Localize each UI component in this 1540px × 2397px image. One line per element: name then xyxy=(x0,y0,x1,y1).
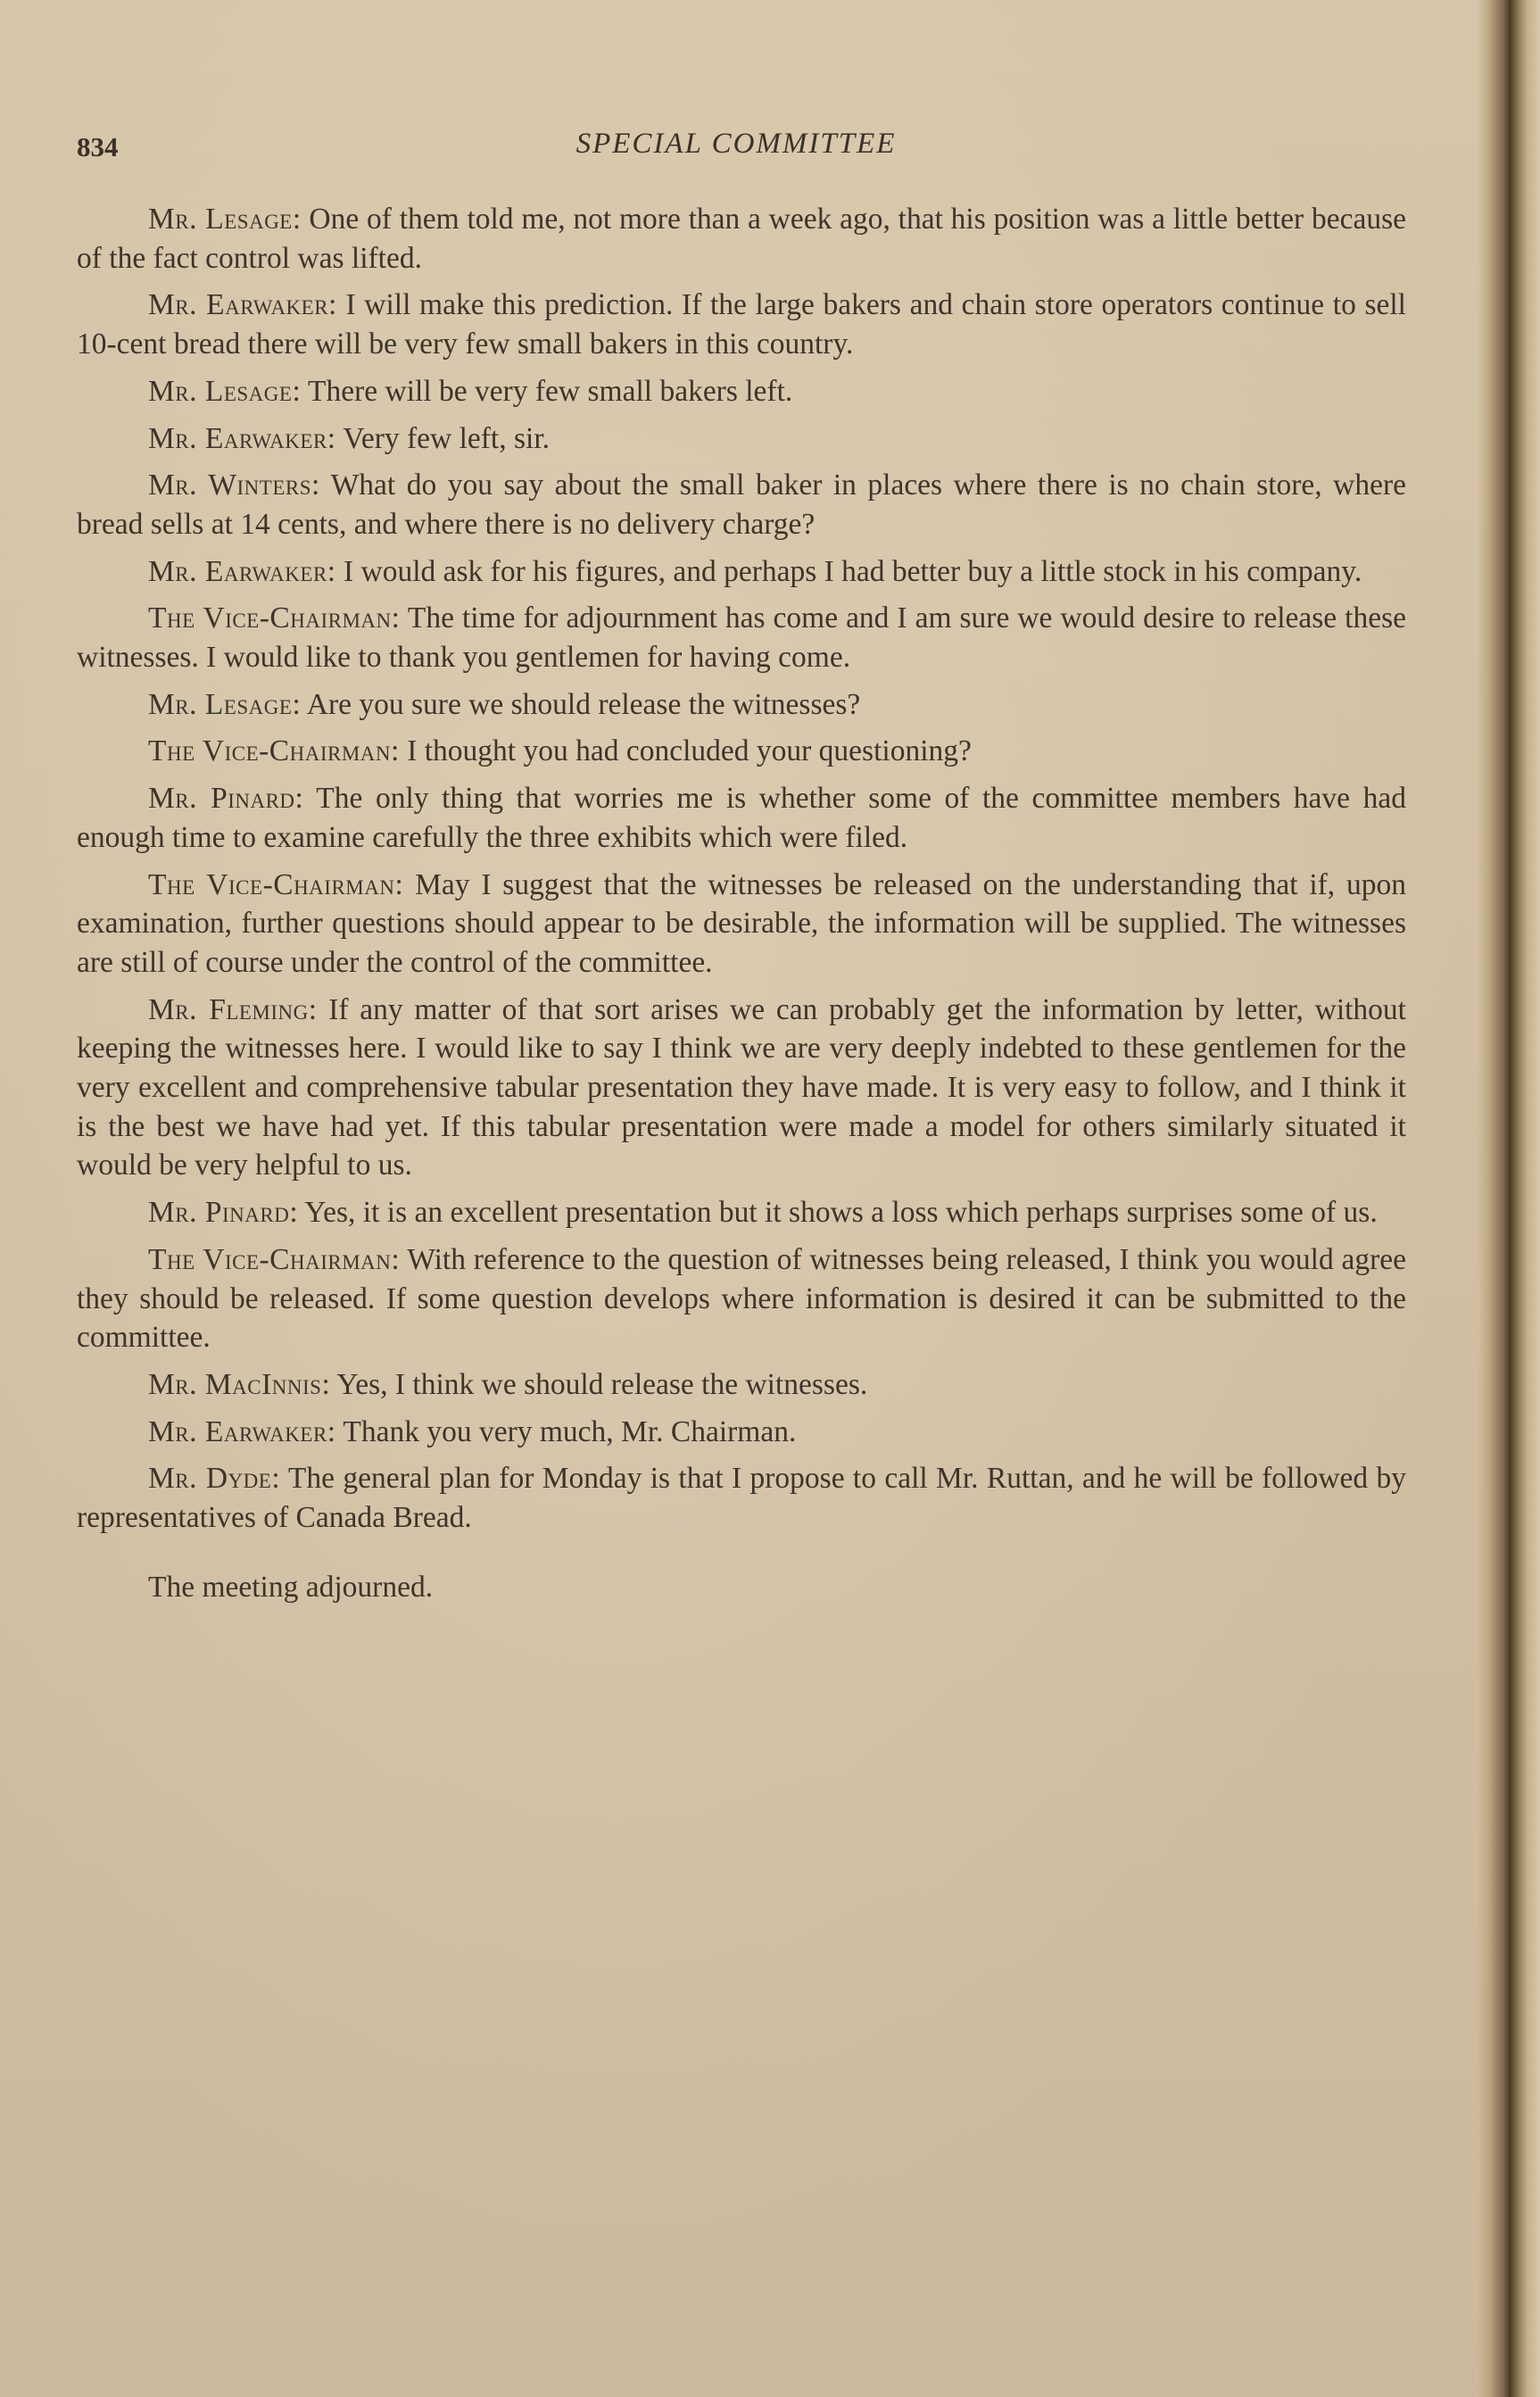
transcript-body xyxy=(77,200,1406,1615)
transcript-paragraph xyxy=(77,466,1406,543)
speaker-name: Mr. Earwaker: xyxy=(148,1414,336,1448)
closing-line: The meeting adjourned. xyxy=(148,1570,434,1604)
speaker-name: Mr. Winters: xyxy=(148,469,320,502)
statement-text: One of them told me, not more than a week ago, that his position was a little better because of the fact control was lifted. xyxy=(77,203,1406,275)
speaker-name: Mr. Earwaker: xyxy=(148,421,336,455)
statement-text: Very few left, sir. xyxy=(335,421,551,455)
statement-text: The only thing that worries me is whether some of the committee members have had enough time to examine carefully the three exhibits which were filed. xyxy=(77,782,1406,854)
transcript-paragraph xyxy=(77,552,1406,592)
statement-text: If any matter of that sort arises we can probably get the information by letter, without keeping the witnesses here. I would like to say I think we are very deeply indebted to these gentlemen for the very excellent and comprehensive tabular presentation they have made. It is very easy to follow, and I think it is the best we have had yet. If this tabular presentation were made a model for others similarly situated it would be very helpful to us. xyxy=(77,992,1406,1182)
transcript-paragraph xyxy=(77,991,1406,1186)
speaker-name: Mr. Lesage: xyxy=(148,687,302,721)
transcript-paragraph xyxy=(77,1459,1406,1537)
statement-text: I thought you had concluded your questioning? xyxy=(399,734,972,768)
speaker-name: Mr. Dyde: xyxy=(148,1462,281,1496)
speaker-name: Mr. Pinard: xyxy=(148,1196,299,1230)
speaker-name: The Vice-Chairman: xyxy=(148,867,404,901)
transcript-paragraph xyxy=(77,372,1406,411)
statement-text: The time for adjournment has come and I am sure we would desire to release these witnesses. I would like to thank you gentlemen for having come. xyxy=(77,601,1406,675)
transcript-paragraph xyxy=(77,419,1406,459)
statement-text: May I suggest that the witnesses be released on the understanding that if, upon examination, further questions should appear to be desirable, the information will be supplied. The witnesses are still of course under the control of the committee. xyxy=(77,867,1406,979)
page-header xyxy=(77,128,1415,170)
statement-text: Are you sure we should release the witnesses? xyxy=(301,687,861,721)
speaker-name: The Vice-Chairman: xyxy=(148,601,401,635)
transcript-paragraph xyxy=(77,599,1406,676)
page-number: 834 xyxy=(77,131,119,162)
statement-text: With reference to the question of witnesses being released, I think you would agree they should be released. If some question develops where information is desired it can be submitted to the committee. xyxy=(77,1242,1406,1355)
statement-text: What do you say about the small baker in places where there is no chain store, where bread sells at 14 cents, and where there is no delivery charge? xyxy=(77,469,1406,541)
transcript-paragraph xyxy=(77,1413,1406,1452)
speaker-name: Mr. Lesage: xyxy=(148,374,302,408)
transcript-paragraph xyxy=(77,1193,1406,1232)
statement-text: Thank you very much, Mr. Chairman. xyxy=(335,1414,797,1448)
speaker-name: Mr. Pinard: xyxy=(148,782,304,816)
transcript-paragraph xyxy=(77,779,1406,857)
speaker-name: The Vice-Chairman: xyxy=(148,734,400,768)
statement-text: There will be very few small bakers left. xyxy=(301,374,793,408)
speaker-name: Mr. Lesage: xyxy=(148,203,302,236)
transcript-paragraph xyxy=(77,200,1406,278)
speaker-name: Mr. Fleming: xyxy=(148,992,318,1026)
statement-text: I will make this prediction. If the large bakers and chain store operators continue to sell 10-cent bread there will be very few small bakers in this country. xyxy=(77,288,1406,361)
binding-edge xyxy=(1478,0,1540,2397)
speaker-name: Mr. MacInnis: xyxy=(148,1367,331,1401)
statement-text: The general plan for Monday is that I propose to call Mr. Ruttan, and he will be followed by representatives of Canada Bread. xyxy=(77,1462,1407,1535)
running-title: SPECIAL COMMITTEE xyxy=(575,128,897,160)
statement-text: I would ask for his figures, and perhaps I had better buy a little stock in his company. xyxy=(335,554,1362,588)
speaker-name: The Vice-Chairman: xyxy=(148,1242,401,1276)
statement-text: Yes, it is an excellent presentation but it shows a loss which perhaps surprises some of us. xyxy=(298,1196,1378,1230)
speaker-name: Mr. Earwaker: xyxy=(148,554,336,588)
transcript-paragraph xyxy=(77,1365,1406,1405)
transcript-paragraph xyxy=(77,732,1406,771)
speaker-name: Mr. Earwaker: xyxy=(148,288,337,322)
transcript-paragraph xyxy=(77,866,1406,983)
statement-text: Yes, I think we should release the witnesses. xyxy=(330,1367,868,1401)
transcript-paragraph xyxy=(77,286,1406,363)
transcript-paragraph xyxy=(77,1240,1406,1357)
transcript-paragraph xyxy=(77,685,1406,725)
